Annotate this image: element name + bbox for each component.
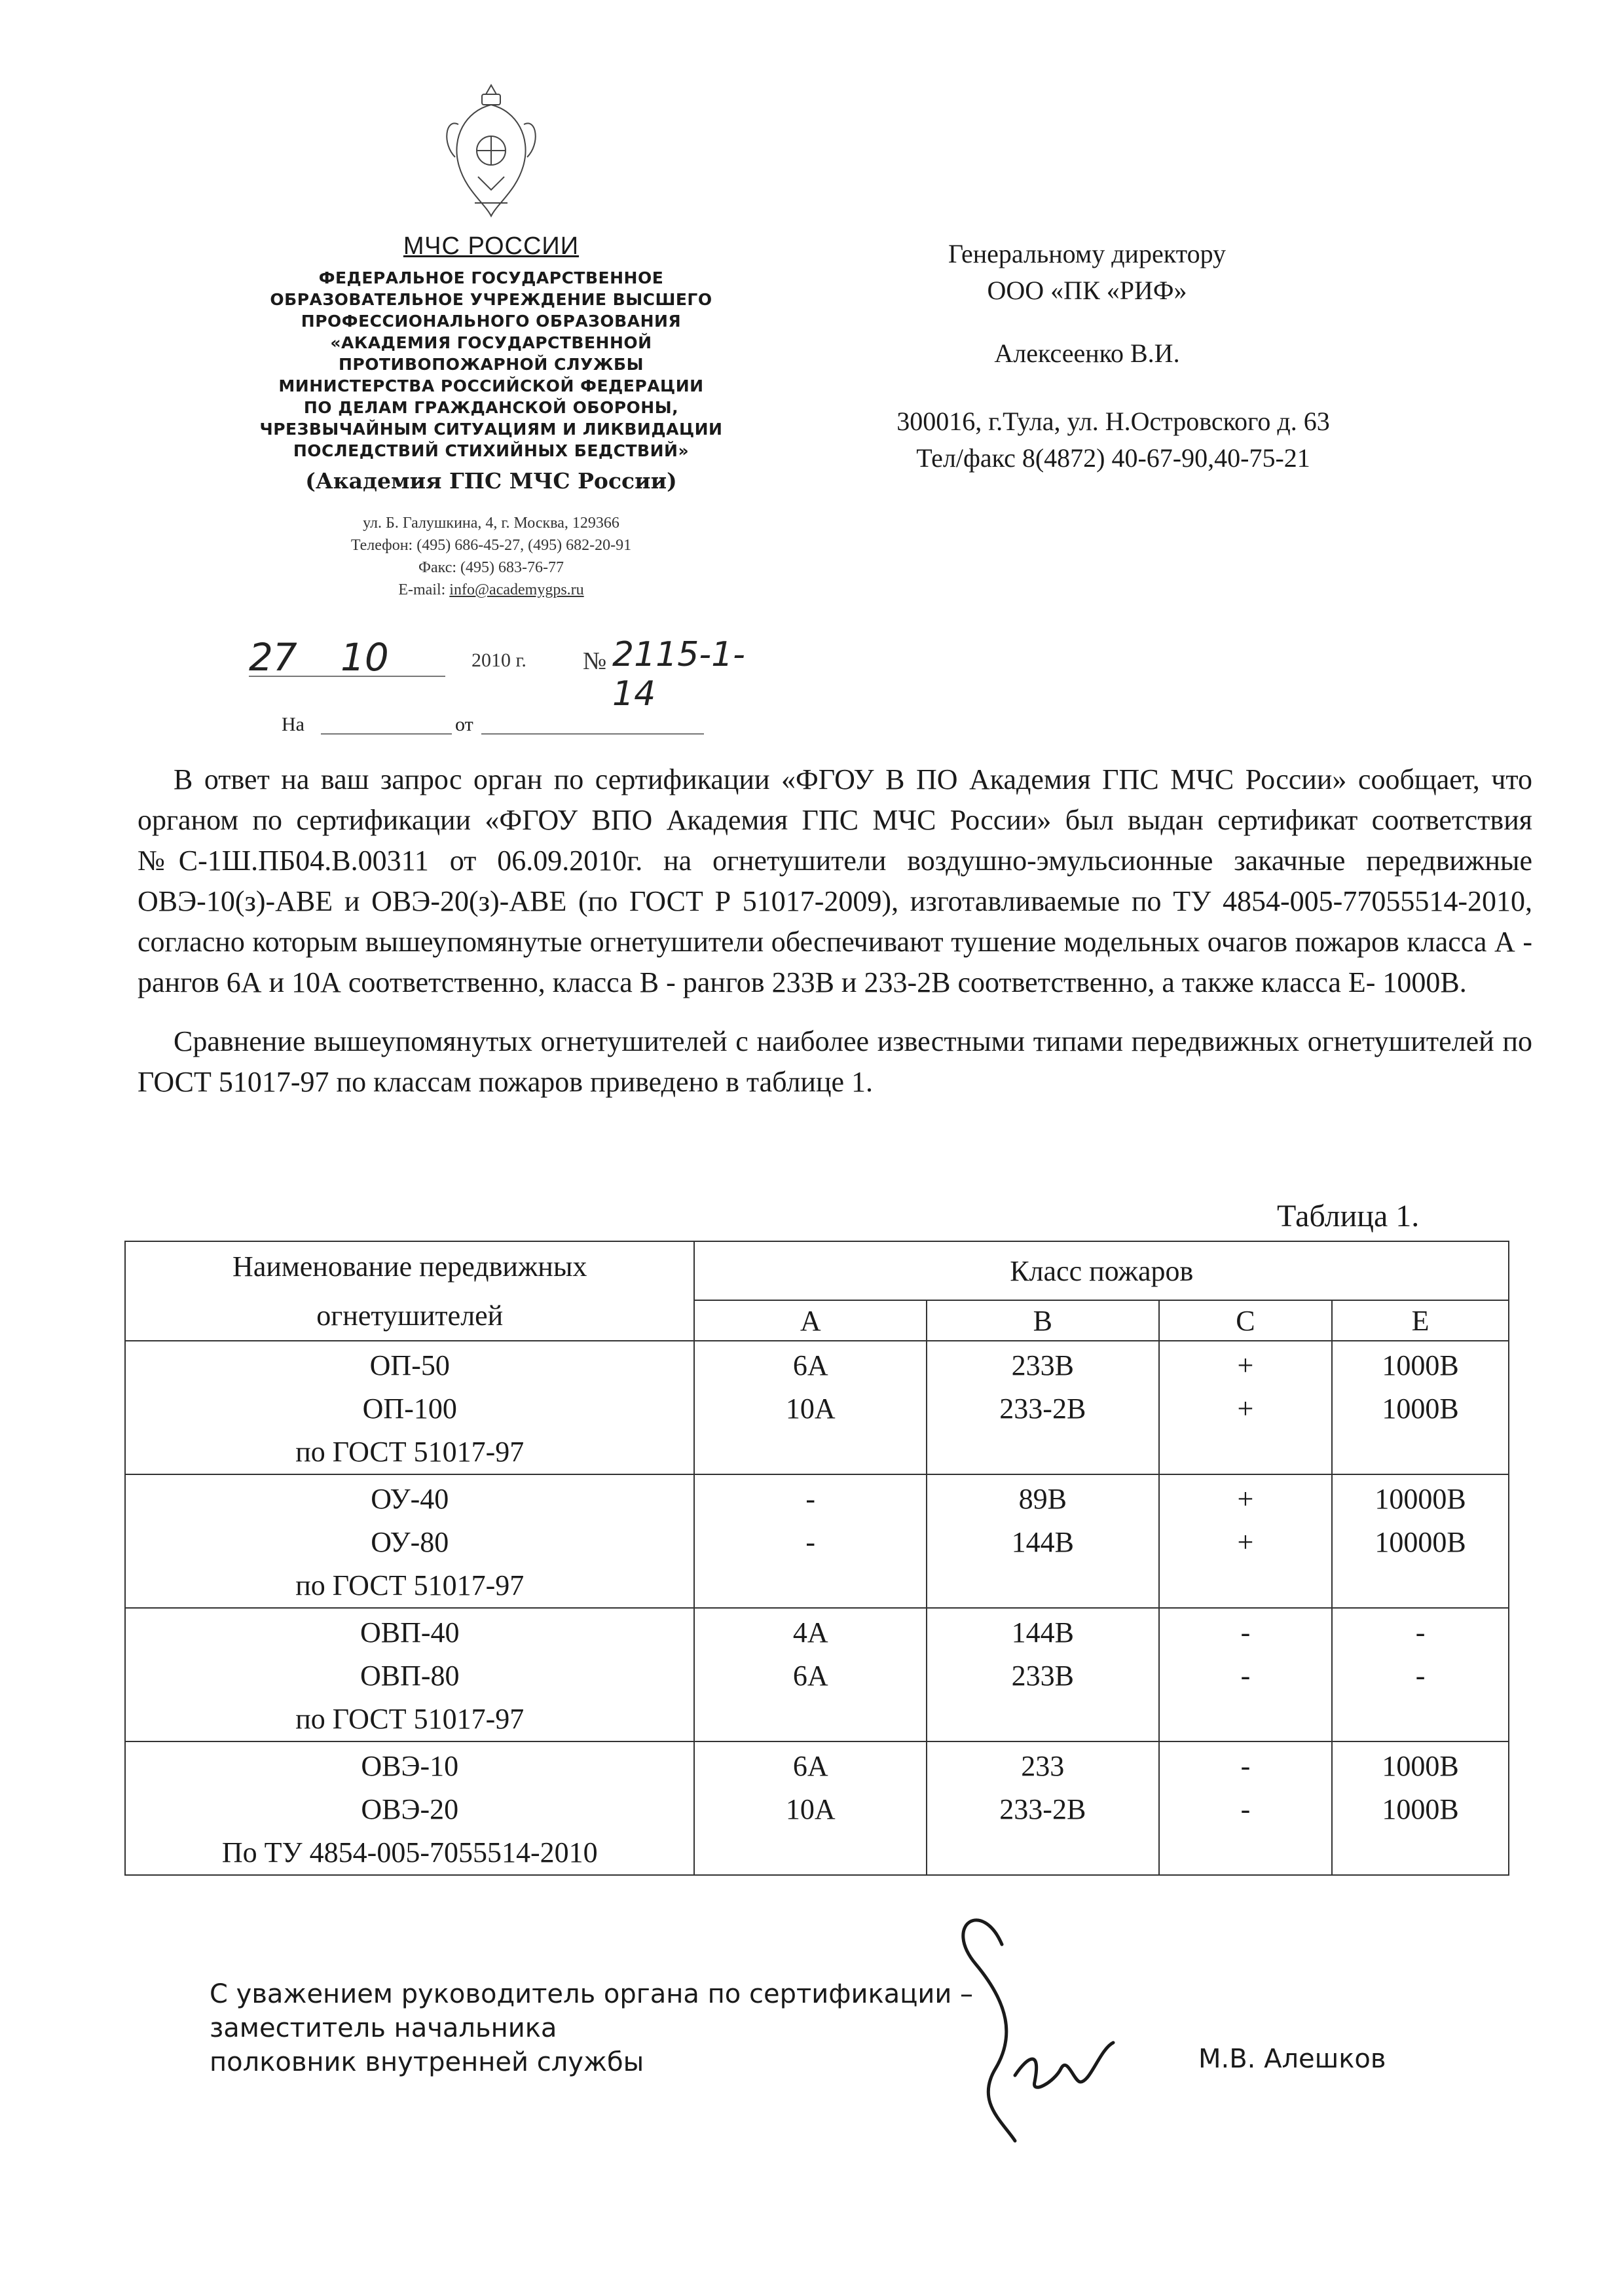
cell-value: 1000В [1382, 1793, 1459, 1825]
cell-value: 4А [792, 1616, 828, 1649]
class-b-cell [927, 1741, 1159, 1875]
extinguisher-standard: по ГОСТ 51017-97 [295, 1569, 525, 1601]
cell-value: - [1240, 1750, 1251, 1782]
extinguisher-name: ОВП-40 [360, 1616, 460, 1649]
cell-value: 233 [1021, 1750, 1065, 1782]
cell-value: - [1415, 1616, 1426, 1649]
header-name-line: Наименование передвижных [232, 1250, 587, 1283]
org-address: ул. Б. Галушкина, 4, г. Москва, 129366 [363, 515, 619, 532]
closing-line: полковник внутренней службы [210, 2047, 644, 2077]
date-year: 2010 г. [471, 649, 526, 671]
outgoing-date-number [249, 635, 773, 714]
email-link[interactable]: info@academygps.ru [449, 581, 584, 598]
closing-line: С уважением руководитель органа по сертификации – [210, 1979, 974, 2009]
sender-organization-header [210, 232, 773, 601]
date-month: 10 [341, 635, 389, 680]
cell-value: 10А [785, 1793, 836, 1825]
letter-body [138, 759, 1532, 1102]
cell-value: 144В [1011, 1526, 1074, 1558]
cell-value: - [1240, 1660, 1251, 1692]
addressee-address: 300016, г.Тула, ул. Н.Островского д. 63 [896, 407, 1330, 436]
org-contacts [210, 512, 773, 601]
table-row [125, 1608, 1509, 1741]
extinguisher-standard: по ГОСТ 51017-97 [295, 1703, 525, 1735]
table-row [125, 1341, 1509, 1474]
header-col-b: B [927, 1300, 1159, 1341]
addressee-position: Генеральному директору [948, 239, 1227, 268]
class-e-cell [1332, 1341, 1509, 1474]
emblem-icon [439, 79, 544, 229]
extinguisher-name-cell [125, 1741, 694, 1875]
outgoing-number: 2115-1-14 [612, 635, 745, 714]
extinguisher-name-cell [125, 1474, 694, 1608]
org-fax: Факс: (495) 683-76-77 [418, 559, 564, 576]
body-paragraph: Сравнение вышеупомянутых огнетушителей с наиболее известными типами передвижных огнетушителей по ГОСТ 51017-97 по классам пожаров приведено в таблице 1. [138, 1025, 1532, 1098]
cell-value: 144В [1011, 1616, 1074, 1649]
cell-value: - [1240, 1793, 1251, 1825]
org-name-line: ОБРАЗОВАТЕЛЬНОЕ УЧРЕЖДЕНИЕ ВЫСШЕГО [270, 290, 712, 309]
class-a-cell [694, 1608, 927, 1741]
extinguisher-name-cell [125, 1341, 694, 1474]
class-c-cell [1159, 1474, 1333, 1608]
cell-value: 233В [1011, 1349, 1074, 1381]
cell-value: 1000В [1382, 1393, 1459, 1425]
extinguisher-name-cell [125, 1608, 694, 1741]
comparison-table [124, 1241, 1509, 1876]
ministry-title: МЧС РОССИИ [403, 232, 580, 260]
cell-value: 233В [1011, 1660, 1074, 1692]
cell-value: 233-2В [999, 1793, 1086, 1825]
signer-name: М.В. Алешков [1198, 2044, 1386, 2074]
number-label: № [583, 647, 607, 675]
cell-value: - [805, 1483, 816, 1515]
class-e-cell [1332, 1608, 1509, 1741]
class-a-cell [694, 1341, 927, 1474]
org-name-line: ЧРЕЗВЫЧАЙНЫМ СИТУАЦИЯМ И ЛИКВИДАЦИИ [259, 420, 723, 439]
addressee-company: ООО «ПК «РИФ» [987, 276, 1187, 305]
ref-date-blank [481, 714, 704, 735]
cell-value: 10А [785, 1393, 836, 1425]
body-paragraph: В ответ на ваш запрос орган по сертификации «ФГОУ В ПО Академия ГПС МЧС России» сообщает, что органом по сертификации «ФГОУ ВПО Академия ГПС МЧС России» был выдан сертификат соответствия №С-1Ш.ПБ04.В.00311 от 06.09.2010г. на огнетушители воздушно-эмульсионные закачные передвижные ОВЭ-10(з)-АВЕ и ОВЭ-20(з)-АВЕ (по ГОСТ Р 51017-2009), изготавливаемые по ТУ 4854-005-77055514-2010, согласно которым вышеупомянутые огнетушители обеспечивают тушение модельных очагов пожаров класса А - рангов 6А и 10А соответственно, класса В - рангов 233В и 233-2В соответственно, а также класса Е- 1000В. [138, 763, 1532, 998]
cell-value: 233-2В [999, 1393, 1086, 1425]
cell-value: + [1237, 1349, 1254, 1381]
closing-block [210, 1977, 973, 2079]
table-row [125, 1741, 1509, 1875]
table-row [125, 1474, 1509, 1608]
header-name-cell [125, 1241, 694, 1341]
table-header-row [125, 1241, 1509, 1300]
cell-value: 10000В [1375, 1483, 1466, 1515]
extinguisher-name: ОП-50 [369, 1349, 450, 1381]
date-day: 27 [249, 635, 297, 680]
ref-number-blank [321, 714, 452, 735]
extinguisher-standard: по ГОСТ 51017-97 [295, 1436, 525, 1468]
extinguisher-name: ОУ-80 [371, 1526, 449, 1558]
extinguisher-name: ОВП-80 [360, 1660, 460, 1692]
class-c-cell [1159, 1741, 1333, 1875]
org-name-line: ФЕДЕРАЛЬНОЕ ГОСУДАРСТВЕННОЕ [318, 268, 664, 287]
extinguisher-name: ОВЭ-10 [361, 1750, 459, 1782]
ref-from-label: от [455, 714, 473, 735]
cell-value: 89В [1018, 1483, 1067, 1515]
org-name-line: ПО ДЕЛАМ ГРАЖДАНСКОЙ ОБОРОНЫ, [303, 398, 679, 417]
email-label: E-mail: [398, 581, 450, 598]
header-col-e: E [1332, 1300, 1509, 1341]
cell-value: 6А [792, 1750, 828, 1782]
cell-value: 6А [792, 1660, 828, 1692]
class-b-cell [927, 1474, 1159, 1608]
org-name-line: ПРОТИВОПОЖАРНОЙ СЛУЖБЫ [339, 355, 644, 374]
header-name-line: огнетушителей [316, 1300, 504, 1332]
addressee-phone: Тел/факс 8(4872) 40-67-90,40-75-21 [916, 443, 1310, 473]
date-underline [249, 676, 445, 677]
table-caption: Таблица 1. [1277, 1199, 1420, 1233]
class-a-cell [694, 1474, 927, 1608]
class-c-cell [1159, 1341, 1333, 1474]
class-a-cell [694, 1741, 927, 1875]
cell-value: - [805, 1526, 816, 1558]
class-b-cell [927, 1341, 1159, 1474]
extinguisher-name: ОВЭ-20 [361, 1793, 459, 1825]
cell-value: - [1240, 1616, 1251, 1649]
cell-value: + [1237, 1526, 1254, 1558]
cell-value: 6А [792, 1349, 828, 1381]
org-name-line: «АКАДЕМИЯ ГОСУДАРСТВЕННОЙ [330, 333, 652, 352]
extinguisher-name: ОУ-40 [371, 1483, 449, 1515]
closing-line: заместитель начальника [210, 2013, 557, 2043]
extinguisher-standard: По ТУ 4854-005-7055514-2010 [221, 1836, 598, 1868]
reference-line [282, 714, 727, 740]
class-c-cell [1159, 1608, 1333, 1741]
header-fire-class: Класс пожаров [694, 1241, 1509, 1300]
org-short-name: (Академия ГПС МЧС России) [305, 468, 677, 494]
ref-on-label: На [282, 714, 304, 735]
cell-value: 1000В [1382, 1349, 1459, 1381]
class-e-cell [1332, 1741, 1509, 1875]
addressee-block [786, 236, 1441, 477]
org-name-line: МИНИСТЕРСТВА РОССИЙСКОЙ ФЕДЕРАЦИИ [278, 376, 704, 395]
cell-value: - [1415, 1660, 1426, 1692]
cell-value: + [1237, 1483, 1254, 1515]
cell-value: 1000В [1382, 1750, 1459, 1782]
cell-value: 10000В [1375, 1526, 1466, 1558]
extinguisher-name: ОП-100 [362, 1393, 457, 1425]
cell-value: + [1237, 1393, 1254, 1425]
class-b-cell [927, 1608, 1159, 1741]
org-email-line [210, 579, 773, 601]
header-col-a: A [694, 1300, 927, 1341]
class-e-cell [1332, 1474, 1509, 1608]
addressee-name: Алексеенко В.И. [994, 338, 1180, 368]
org-name-line: ПОСЛЕДСТВИЙ СТИХИЙНЫХ БЕДСТВИЙ» [293, 441, 690, 460]
header-col-c: C [1159, 1300, 1333, 1341]
org-phone: Телефон: (495) 686-45-27, (495) 682-20-91 [350, 537, 632, 554]
org-name-line: ПРОФЕССИОНАЛЬНОГО ОБРАЗОВАНИЯ [301, 312, 682, 331]
